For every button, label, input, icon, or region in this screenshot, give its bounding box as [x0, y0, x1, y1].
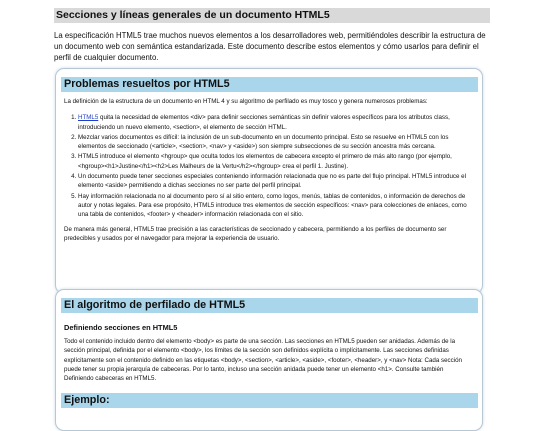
- section-problems-heading: Problemas resueltos por HTML5: [61, 77, 478, 92]
- section-algorithm-heading: El algoritmo de perfilado de HTML5: [61, 298, 478, 313]
- list-item: 5. Hay información relacionada no al documento pero sí al sitio entero, como logos, menús, tablas de contenidos, o información de derechos de autor y notas legales. Para ese propósito, HTML5 introduce tres elementos de sección específicos: <nav> para colecciones de enlaces, como una tabla de contenidos, <footer> y <header> información relacionada con el sitio.: [78, 192, 472, 220]
- section-problems-closing: De manera más general, HTML5 trae precisión a las características de seccionado y cabecera, permitiendo a los perfiles de documento ser predecibles y usados por el navegador para mejorar la experiencia de usuario.: [64, 225, 447, 242]
- section-algorithm-box: [55, 289, 483, 431]
- list-item-text: quita la necesidad de elementos <div> para definir secciones semánticas sin definir valores específicos para los atributos class, introduciendo un nuevo elemento, <section>, el elemento de sección HTML.: [78, 114, 450, 131]
- section-problems-box: [55, 68, 483, 294]
- section-algorithm-paragraph: Todo el contenido incluido dentro del elemento <body> es parte de una sección. Las secciones en HTML5 pueden ser anidadas. Además de la sección principal, definida por el elemento <body>, los límites de la sección son definidos explícita o implícitamente. Las secciones definidas explícitamente son el contenido definido en las etiquetas <body>, <section>, <article>, <aside>, <footer>, <header>, y <nav> Nota: Cada sección puede tener su propia jerarquía de cabeceras. Por lo tanto, incluso una sección anidada puede tener un elemento <h1>. Consulte también Definiendo cabeceras en HTML5.: [64, 338, 462, 383]
- problems-list: [56, 113, 472, 219]
- list-item: 2. Mezclar varios documentos es difícil: la inclusión de un sub-documento en un documento principal. Esto se resuelve en HTML5 con los elementos de seccionado (<article>, <section>, <nav> y <aside>) son siempre subsecciones de su sección ancestra más cercana.: [78, 133, 472, 152]
- list-item: 4. Un documento puede tener secciones especiales conteniendo información relacionada que no es parte del flujo principal. HTML5 introduce el elemento <aside> permitiendo a dichas secciones no ser parte del perfil principal.: [78, 172, 472, 191]
- html5-link[interactable]: HTML5: [78, 114, 99, 122]
- example-heading: Ejemplo:: [61, 393, 478, 408]
- list-item: 3. HTML5 introduce el elemento <hgroup> que oculta todos los elementos de cabecera excepto el primero de más alto rango (por ejemplo, <hgroup><h1>Justine</h1><h2>Les Malheurs de la Vertu</h2></hgroup> crea el perfil 1. Justine).: [78, 152, 472, 171]
- section-problems-lead: La definición de la estructura de un documento en HTML 4 y su algoritmo de perfilado es muy tosco y genera numerosos problemas:: [64, 98, 428, 105]
- intro-paragraph: La especificación HTML5 trae muchos nuevos elementos a los desarrolladores web, permitiéndoles describir la estructura de un documento web con semántica estandarizada. Este documento describe estos elementos y cómo usarlos para definir el perfil de cualquier documento.: [54, 31, 486, 62]
- list-item: [78, 113, 472, 132]
- page-title: Secciones y líneas generales de un documento HTML5: [54, 8, 490, 23]
- subheading-defining-sections: Definiendo secciones en HTML5: [64, 323, 178, 332]
